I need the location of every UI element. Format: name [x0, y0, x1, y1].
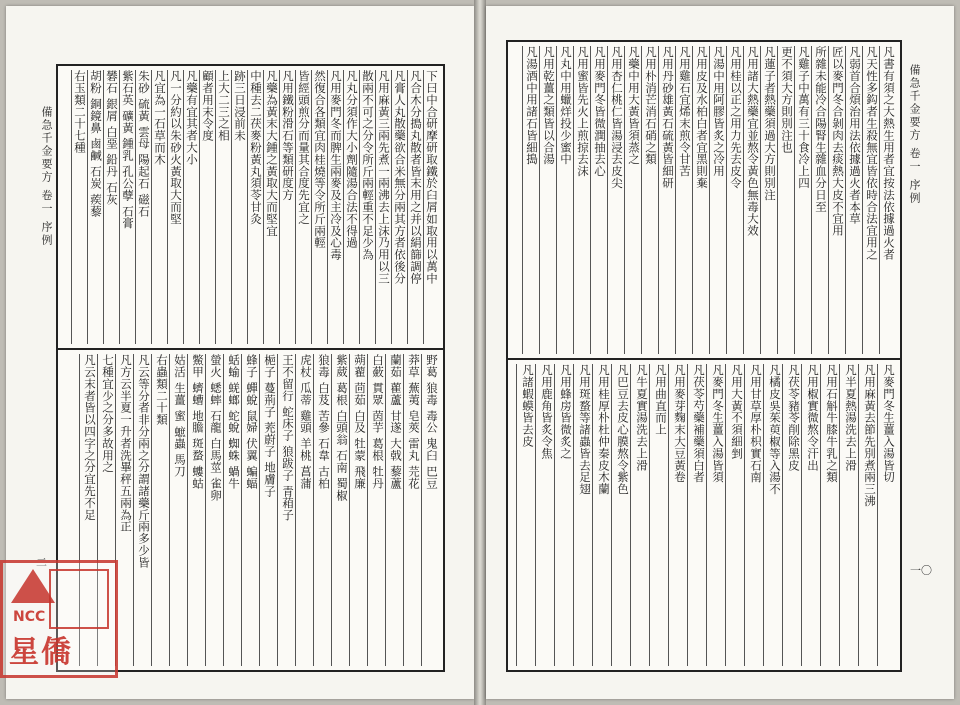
- right-bottom-column: 凡諸蝦蟆皆去皮: [516, 364, 535, 666]
- left-top-column: 凡丸分須作大小劑隨湯合法不得過: [343, 70, 359, 344]
- right-top-column: 所雜未能冷合陽腎生雜血分日至: [811, 46, 828, 354]
- left-bottom-column: 蛞蝓 蜣螂 蛇蛻 蜘蛛 蝸牛: [223, 354, 241, 666]
- right-bottom-column: 凡用桂厚朴杜仲秦皮木蘭: [592, 364, 611, 666]
- left-bottom-column: 右蟲類二十類: [151, 354, 169, 666]
- right-top-column: 凡用乾薑之類皆以合湯: [539, 46, 556, 354]
- left-bottom-column: 七種宜少之分多故用之: [97, 354, 115, 666]
- right-page: [486, 6, 954, 699]
- right-top-column: 凡天性多鈎者生殺無宜皆依時合法宜用之: [862, 46, 879, 354]
- left-top-column: 凡一分約以朱砂火黃取大而堅: [167, 70, 183, 344]
- right-top-column: 凡用杏仁桃仁皆湯浸去皮尖: [607, 46, 624, 354]
- right-bottom-column: 凡用椒實微熬令汗出: [801, 364, 820, 666]
- left-top-column: 凡藥為黃末大鍾之黃取大而堅宜: [263, 70, 279, 344]
- left-top-column: 礬石 銀屑 白堊 鉛丹 石灰: [103, 70, 119, 344]
- left-bottom-column: 虎杖 瓜蒂 雞頭 羊桃 菖蒲: [295, 354, 313, 666]
- right-top-column: 凡用朴消芒消石硝之類: [641, 46, 658, 354]
- right-divider: [508, 358, 900, 360]
- right-bottom-column: 凡用大黃不須細剉: [725, 364, 744, 666]
- right-bottom-column: 凡用鹿角皆炙令焦: [535, 364, 554, 666]
- watermark-stamp: [0, 560, 118, 678]
- stamp-seal-grid-icon: [49, 569, 109, 629]
- left-top-column: 顧者用末令度: [199, 70, 215, 344]
- left-bottom-column: 鱉甲 蠐螬 地膽 斑蝥 螻蛄: [187, 354, 205, 666]
- left-top-column: 凡合木分搗丸散者皆末用之并以絹篩調停: [407, 70, 423, 344]
- right-bottom-column: 凡半夏熱湯洗去上滑: [839, 364, 858, 666]
- right-top-column: 凡用桂以正之用力先去皮令: [726, 46, 743, 354]
- right-top-column: 更不須大方則別注也: [777, 46, 794, 354]
- book-gutter: [474, 0, 486, 705]
- left-bottom-column: 蘭茹 雚蘆 甘遂 大戟 藜蘆: [385, 354, 403, 666]
- right-bottom-column: 凡橘皮吳茱萸椒等入湯不: [763, 364, 782, 666]
- left-top-column: 凡用鐵粉滑石等類研度方: [279, 70, 295, 344]
- right-top-column: 凡弱首合煩治用法依據過火者本草: [845, 46, 862, 354]
- left-divider: [58, 348, 443, 350]
- right-top-column: 凡丸中用蠟烊投少蜜中: [556, 46, 573, 354]
- left-top-column: 紫石英 礦黃 鍾乳 孔公孽 石膏: [119, 70, 135, 344]
- left-top-column: 右玉類二十七種: [71, 70, 87, 344]
- right-top-column: 凡書有須之大熱生用者宜按法依據過火者: [879, 46, 896, 354]
- left-top-column: 胡粉 銅鏡鼻 鹵鹹 石炭 蒺藜: [87, 70, 103, 344]
- right-top-column: 凡湯酒中用諸石皆細搗: [522, 46, 539, 354]
- right-bottom-column: 凡牛夏實湯洗去上滑: [630, 364, 649, 666]
- left-top-column: 中種去二茯麥粉黃丸須苓甘灸: [247, 70, 263, 344]
- left-margin-title: 備急千金要方 卷一 序例: [40, 106, 53, 247]
- left-bottom-column: 王不留行 蛇床子 狼跋子 青葙子: [277, 354, 295, 666]
- left-bottom-column: 紫葳 葛根 白頭翁 石南 蜀椒: [331, 354, 349, 666]
- right-bottom-column: 凡用麥芽麴末大豆黃卷: [668, 364, 687, 666]
- right-page-number: 一〇: [910, 564, 932, 577]
- left-bottom-column: 凡云等分者非分兩之分謂諸藥斤兩多少皆: [133, 354, 151, 666]
- left-bottom-column: 梔子 蔓荊子 茺蔚子 地膚子: [259, 354, 277, 666]
- right-bottom-column: 凡麥門冬生薑入湯皆須: [706, 364, 725, 666]
- left-top-column: 下曰中合研摩研取鐵於臼屑如取用以萬中: [423, 70, 439, 344]
- right-bottom-column: 凡茯苓芍藥補藥須白者: [687, 364, 706, 666]
- right-bottom-column: 凡麥門冬生薑入湯皆切: [877, 364, 896, 666]
- right-top-column: 凡用皮及水柏白者宜黑則棄: [692, 46, 709, 354]
- right-bottom-column: 凡用曲直而上: [649, 364, 668, 666]
- left-top-column: 凡用麻黃三兩先煮一兩沸去上沫乃用以三: [375, 70, 391, 344]
- right-top-column: 匠以麥門冬合剝肉去痰熱大皮不宜用: [828, 46, 845, 354]
- left-bottom-column: 凡方云半夏一升者洗畢秤五兩為正: [115, 354, 133, 666]
- right-bottom-column: 凡用甘草厚朴枳實石南: [744, 364, 763, 666]
- right-top-column: 凡用丹砂雄黃石硫黃皆細研: [658, 46, 675, 354]
- left-top-column: 凡宜為一石草而木: [151, 70, 167, 344]
- right-top-band: [512, 46, 896, 354]
- right-top-column: 凡藥中用大黃皆須蒸之: [624, 46, 641, 354]
- left-bottom-column: 狼毒 白芨 苦參 石韋 古柏: [313, 354, 331, 666]
- right-top-column: 凡用雞石宜烯末煎令甘苦: [675, 46, 692, 354]
- left-page-number: 二: [36, 556, 47, 569]
- right-bottom-band: [512, 364, 896, 666]
- left-bottom-band: [62, 354, 439, 666]
- left-bottom-column: 莽草 蕪荑 皂莢 雷丸 芫花: [403, 354, 421, 666]
- left-top-column: 凡藥有宜其者大小: [183, 70, 199, 344]
- left-bottom-column: 蒴藋 茴茹 白及 牡蒙 飛廉: [349, 354, 367, 666]
- right-top-column: 凡湯中用阿膠皆炙之冷用: [709, 46, 726, 354]
- left-top-column: 皆經頭煎分而量其合度先宜之: [295, 70, 311, 344]
- right-top-column: 凡用諸大熱藥宜並熬令黃色無毒大效: [743, 46, 760, 354]
- left-top-band: [62, 70, 439, 344]
- left-top-column: 跡三日浸前未: [231, 70, 247, 344]
- left-bottom-column: 姑活 生薑 蜜 蟅蟲 馬刀: [169, 354, 187, 666]
- right-bottom-column: 凡茯苓豬苓削除黑皮: [782, 364, 801, 666]
- right-top-column: 凡用蜜皆先火上煎掠去沫: [573, 46, 590, 354]
- right-bottom-column: 凡用石斛牛膝牛乳之類: [820, 364, 839, 666]
- right-top-column: 凡雞子中萬有三十食冷上四: [794, 46, 811, 354]
- left-top-column: 凡膏人丸散藥欲合米無分兩其方者依後分: [391, 70, 407, 344]
- stamp-name: 星僑: [9, 635, 73, 670]
- left-bottom-column: 白蘞 貫眾 茵芋 葛根 牡丹: [367, 354, 385, 666]
- stamp-mark: NCC: [13, 609, 46, 625]
- right-margin-title: 備急千金要方 卷一 序例: [908, 64, 921, 205]
- right-text-frame: [506, 40, 902, 672]
- left-top-column: 上大二三之相: [215, 70, 231, 344]
- left-top-column: 然復合各類宜肉桂燒等令所斤兩輕: [311, 70, 327, 344]
- left-top-column: 凡用麥門冬而脾生兩麥及主冷及心毒: [327, 70, 343, 344]
- left-bottom-column: 蜂子 蟬蛻 鼠婦 伏翼 蝙蝠: [241, 354, 259, 666]
- right-top-column: 凡用麥門冬皆微潤抽去心: [590, 46, 607, 354]
- right-top-column: 凡蓮子者熱藥須過大方則別注: [760, 46, 777, 354]
- right-bottom-column: 凡用蜂房皆微炙之: [554, 364, 573, 666]
- left-top-column: 散兩不可之分令所斤兩輕重不足少為: [359, 70, 375, 344]
- left-bottom-column: 凡云末者皆以四字之分宜先不足: [79, 354, 97, 666]
- right-bottom-column: 凡用麻黃去節先別煮兩三沸: [858, 364, 877, 666]
- left-top-column: 朱砂 硫黃 雲母 陽起石 磁石: [135, 70, 151, 344]
- left-bottom-column: 野葛 狼毒 毒公 鬼臼 巴豆: [421, 354, 439, 666]
- left-bottom-column: 螢火 蟋蟀 石龍 白馬莖 雀卵: [205, 354, 223, 666]
- right-bottom-column: 凡用斑蝥等諸蟲皆去足翅: [573, 364, 592, 666]
- right-bottom-column: 凡巴豆去皮心膜熬令紫色: [611, 364, 630, 666]
